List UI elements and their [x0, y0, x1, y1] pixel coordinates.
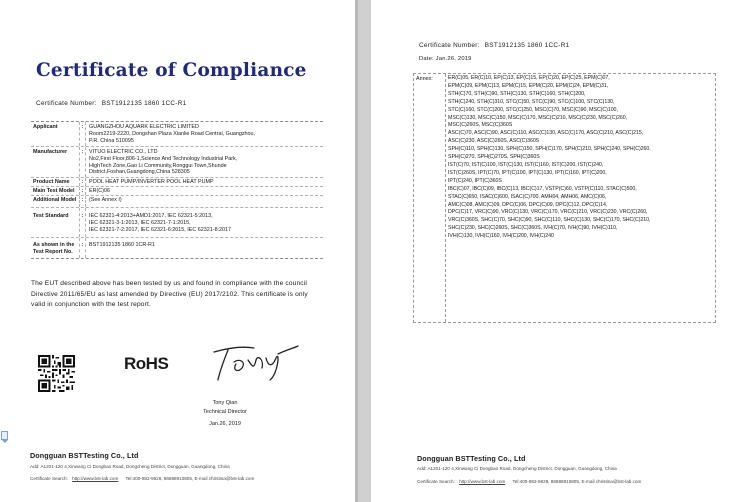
info-label: Product Name [31, 178, 80, 186]
annex-line: IVH(C)130, IVH(C)160, IVH(C)200, IVH(C)240 [448, 233, 554, 240]
annex-models [448, 75, 713, 241]
info-row-main-test-model: Main Test Model : ER(C)06 [31, 187, 323, 196]
certificate-search-line [30, 476, 254, 481]
info-row-applicant: Applicant : GUANGZHOU AQUARK ELECTRIC LIMITED Room2219-2220, Dongshan Plaza Xianlie Road Central, Guangzhou, P.R. China 510095 [31, 122, 323, 147]
info-row-manufacturer: Manufacturer : VITUO ELECTRIC CO., LTD No2,First Floor,806-1,Science And Technology Industrial Park, HighTech Zone,Gao Li Community,Ronggui Town,Shunde District,Foshan,Guangdong,China 528305 [31, 147, 323, 178]
page-gap-scrollbar[interactable] [355, 0, 371, 502]
search-link[interactable]: http://www.bst-lab.com [72, 476, 119, 481]
certificate-number-line [36, 100, 187, 107]
certificate-page-1 [0, 0, 355, 502]
annex-line: SPH(C)270, SPH(C)270S, SPH(C)360S [448, 154, 540, 161]
info-label: Main Test Model [31, 187, 80, 195]
info-row-test-report: As shown in the Test Report No. : BST1912135 1860 1CR-R1 [31, 238, 323, 258]
annex-label: Annex: [414, 74, 446, 322]
certificate-page-2 [371, 0, 743, 502]
info-label: Additional Model [31, 196, 80, 207]
info-value-line: GUANGZHOU AQUARK ELECTRIC LIMITED [89, 124, 199, 130]
certificate-title: Certificate of Compliance [36, 60, 307, 81]
qr-code [38, 355, 75, 392]
annex-line: STC(C)160, STC(C)200, STC(C)250, MSC(C)70, MSC(C)90, MSC(C)100, [448, 106, 618, 113]
info-label: Manufacturer [31, 147, 80, 177]
annex-line: IST(C)260S, IPT(C)70, IPT(C)100, IPT(C)130, IPT(C)160, IPT(C)200, [448, 169, 607, 176]
bookmark-icon[interactable] [0, 428, 8, 444]
info-value-line: VITUO ELECTRIC CO., LTD [89, 149, 158, 155]
signer-title: Technical Director [203, 409, 247, 415]
contact-info: Tel:400-882-9628, 86888910805, E-mail christina@bst-lab.com [512, 479, 642, 484]
certificate-number-value: BST1912135 1860 1CC-R1 [101, 100, 187, 107]
rohs-logo: RoHS [124, 354, 169, 373]
company-address: Add: A1201-120 4,Xinwang Ci Dongbao Road, Dongcheng District, Dongguan, Guangdong, China [417, 466, 617, 471]
annex-line: STH(C)240, STH(C)310, STC(C)50, STC(C)90, STC(C)100, STC(C)130, [448, 98, 615, 105]
info-label: Applicant [31, 122, 80, 146]
search-link[interactable]: http://www.bst-lab.com [459, 479, 506, 484]
certificate-number-label: Certificate Number: [36, 100, 97, 107]
certificate-number-value: BST1912135 1860 1CC-R1 [484, 42, 570, 49]
compliance-statement: The EUT described above has been tested by us and found in compliance with the council Directive 2011/65/EU as last amended by Directive (EU) 2017/2102. This certificate is only valid in conjunction with the test report. [31, 280, 308, 309]
info-value-line: BST1912135 1860 1CR-R1 [89, 242, 155, 248]
company-name: Dongguan BSTTesting Co., Ltd [30, 451, 139, 460]
annex-line: ASC(C)230, ASC(C)260S, ASC(C)360S [448, 138, 540, 145]
info-value-line: District,Foshan,Guangdong,China 528305 [89, 169, 190, 176]
annex-line: VRC(C)360S, SHC(C)70, SHC(C)90, SHC(C)110, SHC(C)130, SHC(C)170, SHC(C)210, [448, 217, 651, 224]
info-label: Test Standard [31, 208, 80, 237]
search-label: Certificate Search: [30, 476, 68, 481]
annex-line: MSC(C)260S, MSC(C)360S [448, 122, 513, 129]
info-value-line: P.R. China 510095 [89, 137, 134, 144]
certificate-date: Date: Jan.26, 2019 [419, 56, 472, 62]
company-name: Dongguan BSTTesting Co., Ltd [417, 454, 526, 463]
search-label: Certificate Search: [417, 479, 455, 484]
info-label: As shown in the Test Report No. [31, 238, 80, 258]
certificate-info-table [31, 121, 323, 259]
annex-line: IPT(C)240, IPT(C)360S [448, 177, 502, 184]
info-value-line: No2,First Floor,806-1,Science And Technology Industrial Park, [89, 155, 238, 162]
annex-line: SHC(C)230, SHC(C)260S, SHC(C)360S, IVH(C)70, IVH(C)90, IVH(C)110, [448, 225, 618, 232]
certificate-number-label: Certificate Number: [419, 42, 480, 49]
annex-line: STH(C)70, STH(C)90, STH(C)130, STH(C)160, STH(C)200, [448, 90, 586, 97]
company-address: Add: A1201-120 4,Xinwang Ci Dongbao Road, Dongcheng District, Dongguan, Guangdong, China [30, 464, 230, 469]
certificate-number-line [419, 42, 570, 49]
info-value-line: ER(C)06 [89, 188, 110, 194]
contact-info: Tel:400-882-9628, 86888910805, E-mail christina@bst-lab.com [125, 476, 255, 481]
info-row-test-standard: Test Standard : IEC 62321-4:2013+AMD1:2017, IEC 62321-5:2013, IEC 62321-3-1:2013, IEC 62321-7-1:2015, IEC 62321-7-2:2017, IEC 62321-6:2015, IEC 62321-8:2017 [31, 208, 323, 238]
info-value-line: IEC 62321-3-1:2013, IEC 62321-7-1:2015, [89, 219, 191, 226]
info-value-line: Room2219-2220, Dongshan Plaza Xianlie Road Central, Guangzhou, [89, 130, 256, 137]
annex-line: MSC(C)130, MSC(C)150, MSC(C)170, MSC(C)210, MSC(C)230, MSC(C)260, [448, 114, 628, 121]
info-value-line: HighTech Zone,Gao Li Community,Ronggui Town,Shunde [89, 162, 227, 169]
annex-line: EPM(C)09, EPM(C)13, EPM(C)15, EPM(C)20, EPM(C)24, EPM(C)31, [448, 82, 609, 89]
info-row-additional-model: Additional Model : (See Annex I) [31, 196, 323, 208]
info-row-product-name: Product Name : POOL HEAT PUMP/INVERTER POOL HEAT PUMP [31, 178, 323, 187]
annex-line: AMC(C)08, AMC(C)09, DPC(C)06, DPC(C)09, DPC(C)12, DPC(C)14, [448, 201, 608, 208]
annex-line: DPC(C)17, VRC(C)90, VRC(C)130, VRC(C)170, VRC(C)210, VRC(C)230, VRC(C)260, [448, 209, 648, 216]
annex-line: IBC(C)07, IBC(C)09, IBC(C)13, IBC(C)17, VSTP(C)60, VSTP(C)110, STAC(C)500, [448, 185, 637, 192]
certificate-search-line [417, 479, 641, 484]
annex-line: ER(C)05, ER(C)10, EP(C)13, EP(C)15, EP(C)20, EP(C)25, EPM(C)07, [448, 75, 610, 81]
sign-date: Jan.26, 2019 [209, 421, 241, 427]
info-value-line: POOL HEAT PUMP/INVERTER POOL HEAT PUMP [89, 179, 214, 185]
info-value-line: IEC 62321-4:2013+AMD1:2017, IEC 62321-5:2013, [89, 213, 213, 219]
info-value-line: IEC 62321-7-2:2017, IEC 62321-6:2015, IEC 62321-8:2017 [89, 226, 232, 233]
annex-line: IST(C)70, IST(C)100, IST(C)130, IST(C)160, IST(C)200, IST(C)240, [448, 161, 604, 168]
signer-name: Tony Qian [212, 400, 238, 406]
signature-image [208, 340, 300, 382]
info-value-line: (See Annex I) [89, 197, 122, 203]
annex-line: STAC(C)650, ISAC(C)600, ISAC(C)700, AMH04, AMH06, AMC(C)06, [448, 193, 607, 200]
annex-line: SPH(C)110, SPH(C)130, SPH(C)150, SPH(C)170, SPH(C)210, SPH(C)240, SPH(C)260, [448, 146, 651, 153]
annex-table [413, 73, 716, 323]
annex-line: ASC(C)70, ASC(C)90, ASC(C)110, ASC(C)130, ASC(C)170, ASC(C)210, ASC(C)215, [448, 130, 644, 137]
